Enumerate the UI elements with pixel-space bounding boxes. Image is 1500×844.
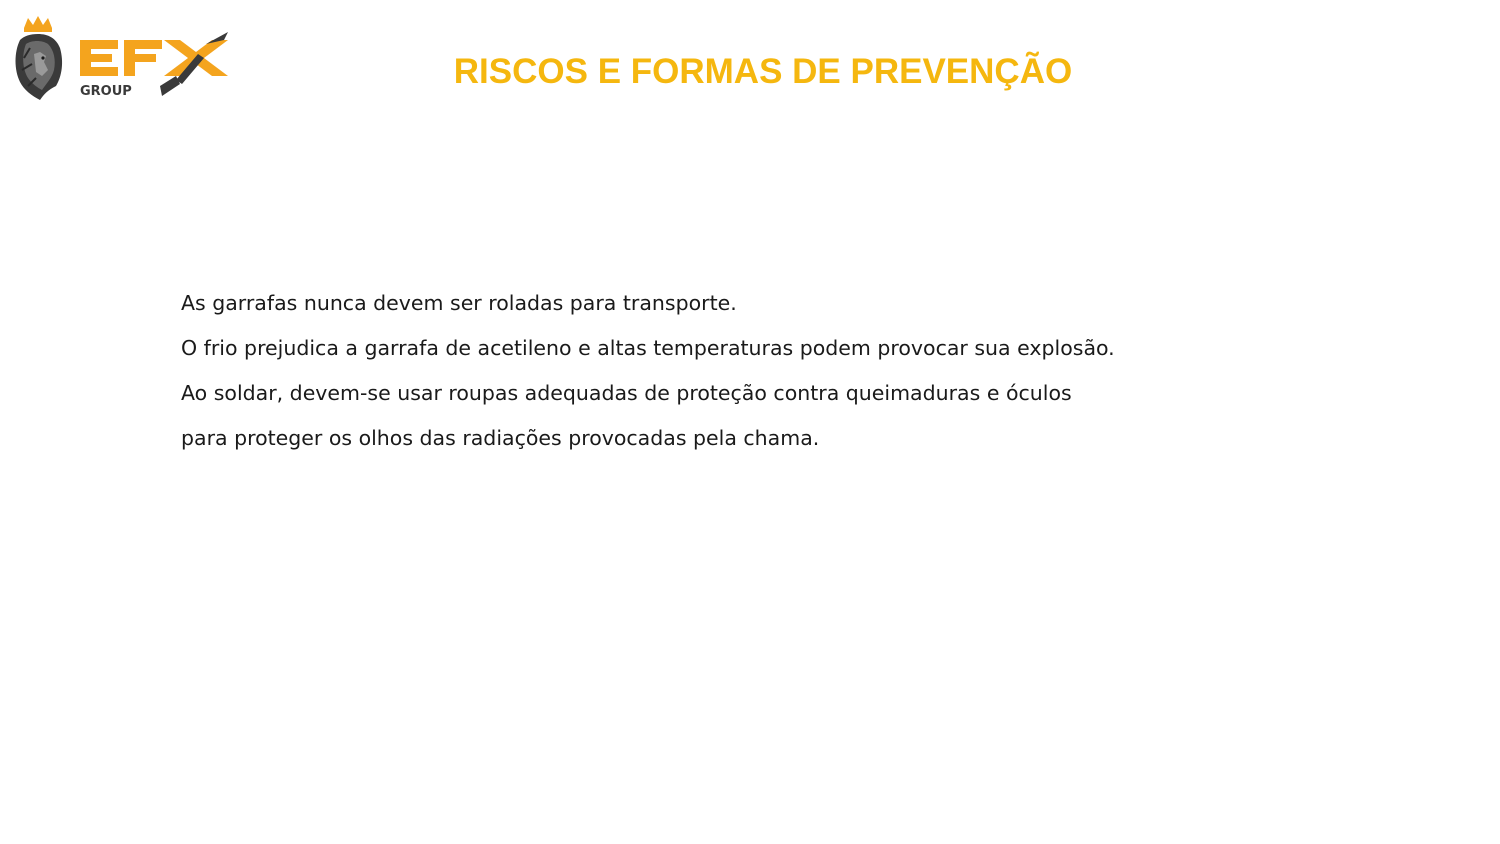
body-text <box>181 285 1381 465</box>
body-line: As garrafas nunca devem ser roladas para transporte. <box>181 291 737 315</box>
body-line: O frio prejudica a garrafa de acetileno e altas temperaturas podem provocar sua explosão. <box>181 336 1115 360</box>
page-title: RISCOS E FORMAS DE PREVENÇÃO <box>453 52 1073 91</box>
logo-group-text: GROUP <box>80 84 132 99</box>
body-line: para proteger os olhos das radiações provocadas pela chama. <box>181 426 820 450</box>
body-line: Ao soldar, devem-se usar roupas adequadas de proteção contra queimaduras e óculos <box>181 381 1072 405</box>
